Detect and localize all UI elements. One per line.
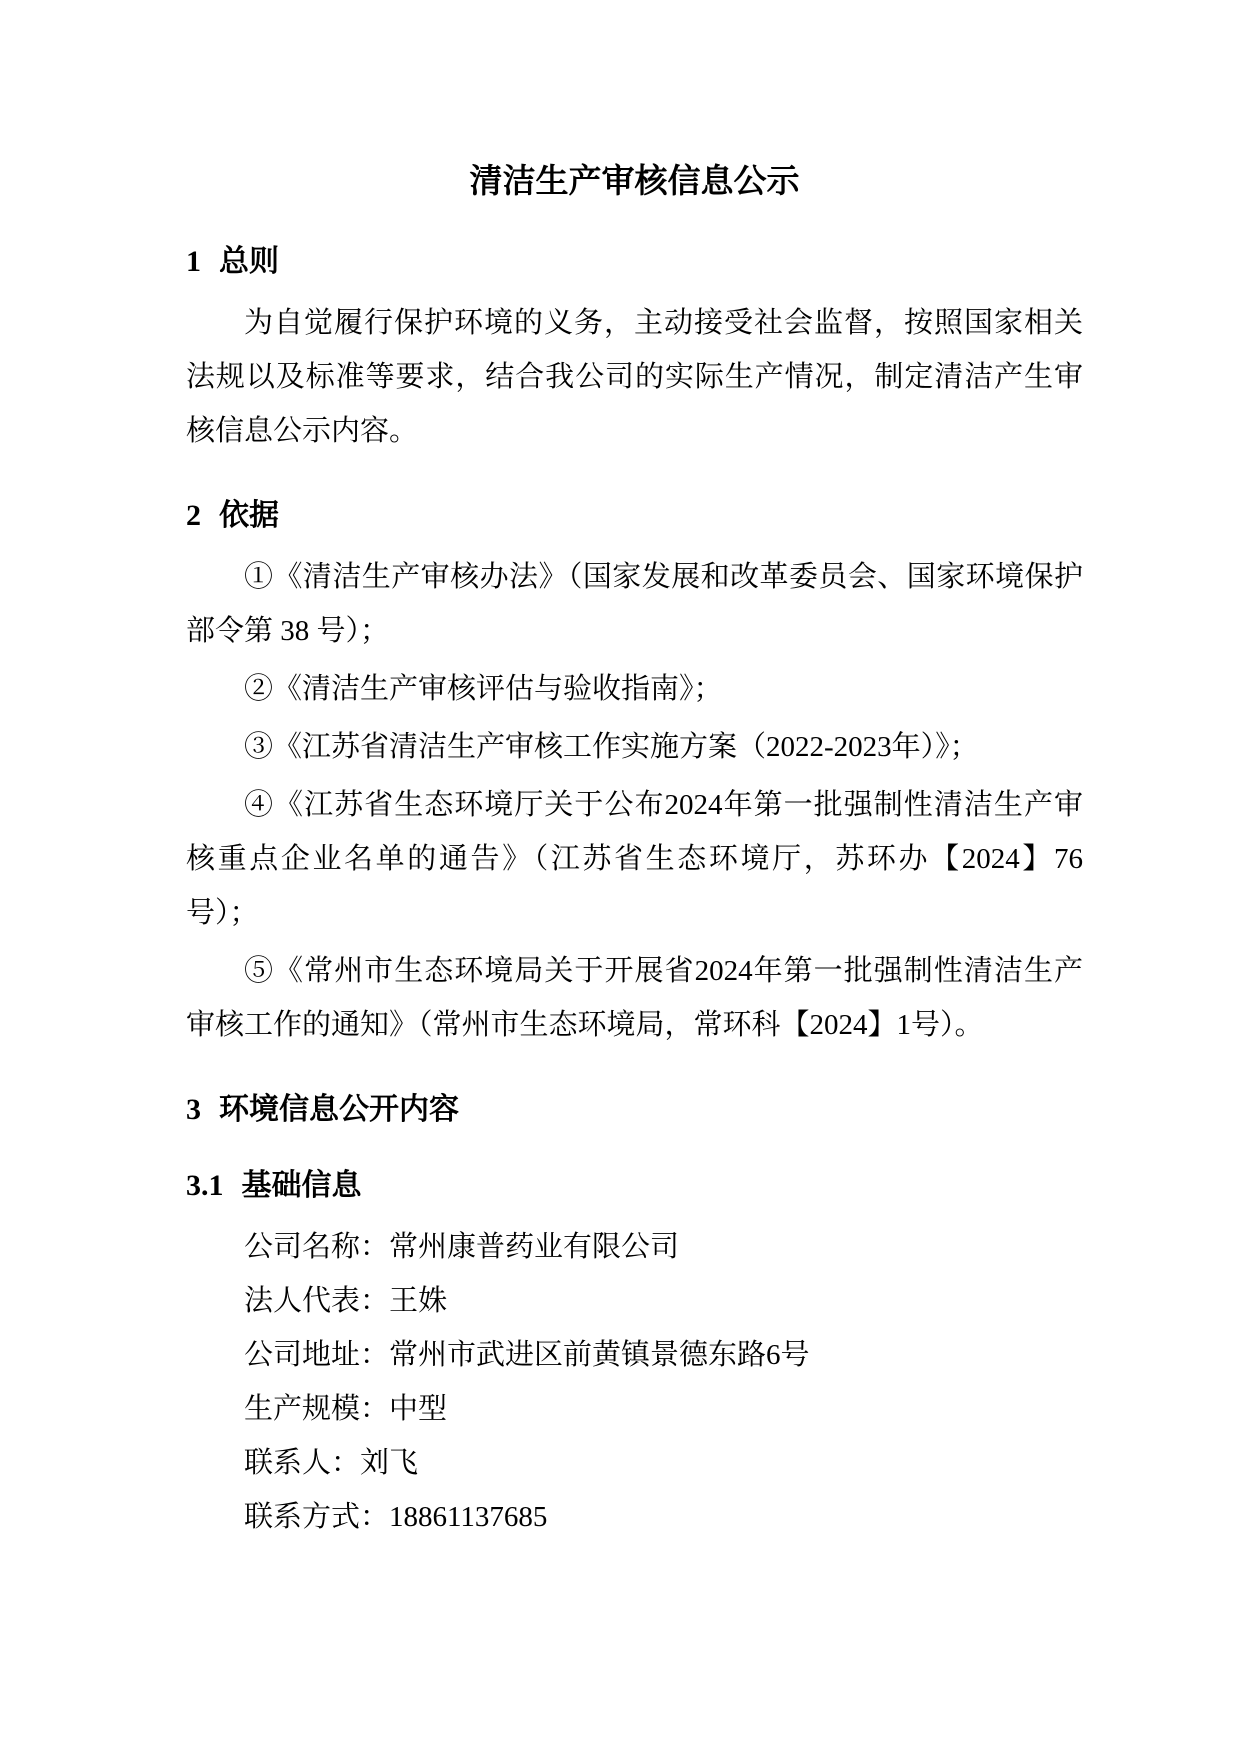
section-1-heading	[186, 244, 1083, 280]
reference-item-4: ④《江苏省生态环境厅关于公布2024年第一批强制性清洁生产审核重点企业名单的通告》（江苏省生态环境厅，苏环办【2024】76 号）；	[186, 789, 1083, 929]
section-1-number: 1	[186, 245, 201, 278]
info-line-contact-phone: 联系方式：18861137685	[244, 1501, 548, 1533]
info-line-company-name: 公司名称：常州康普药业有限公司	[244, 1231, 680, 1263]
document-title: 清洁生产审核信息公示	[469, 164, 800, 200]
reference-item-2: ②《清洁生产审核评估与验收指南》；	[244, 673, 723, 705]
section-3-1-title: 基础信息	[241, 1169, 362, 1202]
section-1-title: 总则	[219, 245, 279, 278]
reference-item-3: ③《江苏省清洁生产审核工作实施方案（2022-2023年）》；	[244, 731, 979, 763]
section-3-1-heading	[186, 1168, 1083, 1204]
section-2-heading	[186, 498, 1083, 534]
section-3-number: 3	[186, 1093, 201, 1126]
section-2-title: 依据	[219, 499, 279, 532]
info-line-company-address: 公司地址：常州市武进区前黄镇景德东路6号	[244, 1339, 810, 1371]
section-2-number: 2	[186, 499, 201, 532]
reference-item-1: ①《清洁生产审核办法》（国家发展和改革委员会、国家环境保护部令第 38 号）；	[186, 561, 1083, 647]
info-line-contact-person: 联系人：刘飞	[244, 1447, 419, 1479]
section-3-heading	[186, 1092, 1083, 1128]
info-line-legal-representative: 法人代表：王姝	[244, 1285, 448, 1317]
section-1-paragraph: 为自觉履行保护环境的义务，主动接受社会监督，按照国家相关法规以及标准等要求，结合我公司的实际生产情况，制定清洁产生审核信息公示内容。	[186, 307, 1083, 447]
section-3-title: 环境信息公开内容	[219, 1093, 459, 1126]
section-3-1-number: 3.1	[186, 1169, 224, 1202]
reference-item-5: ⑤《常州市生态环境局关于开展省2024年第一批强制性清洁生产审核工作的通知》（常州市生态环境局，常环科【2024】1号）。	[186, 955, 1083, 1041]
info-line-production-scale: 生产规模：中型	[244, 1393, 448, 1425]
